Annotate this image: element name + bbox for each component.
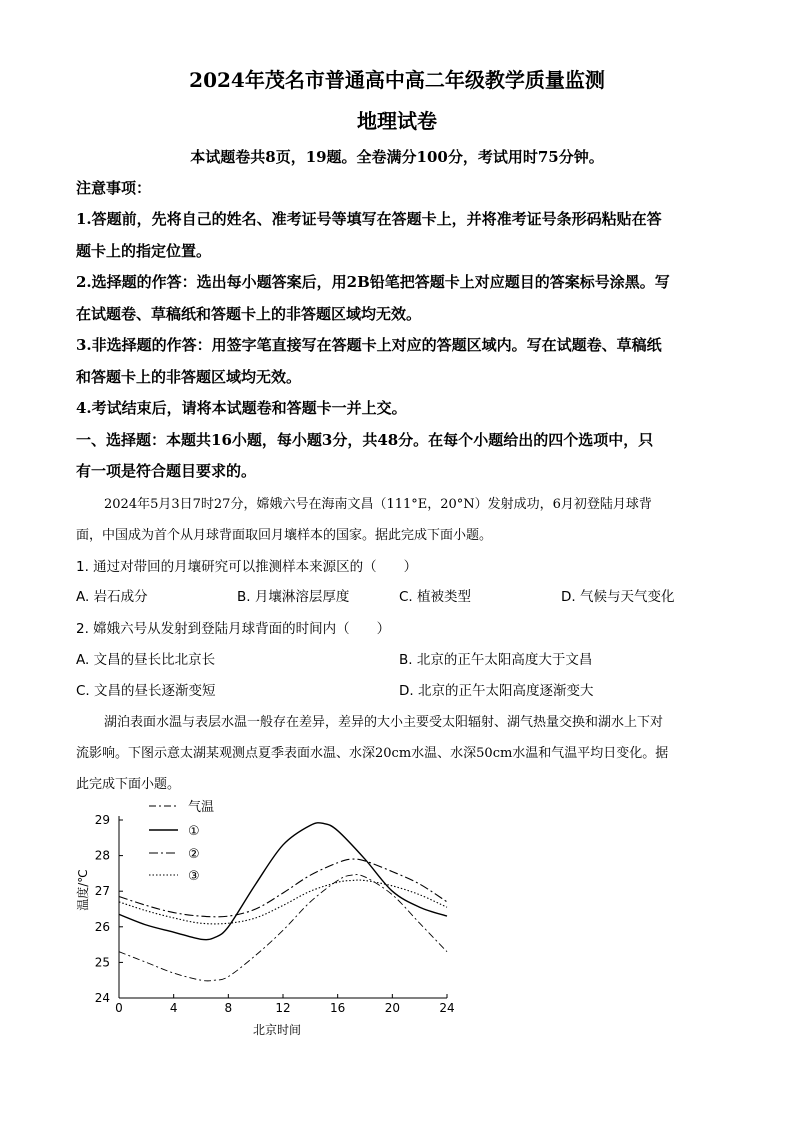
exam-title: 2024年茂名市普通高中高二年级教学质量监测 [189,68,605,92]
x-tick-label: 24 [439,1001,455,1015]
option-d: D. 气候与天气变化 [561,589,675,605]
passage-line: 湖泊表面水温与表层水温一般存在差异，差异的大小主要受太阳辐射、湖气热量交换和湖水上下对 [104,715,664,730]
x-tick-label: 12 [275,1001,291,1015]
option-c: C. 文昌的昼长逐渐变短 [76,683,216,699]
x-tick-label: 0 [115,1001,123,1015]
series-line-1 [119,823,447,940]
x-tick-label: 16 [330,1001,346,1015]
series-line-0 [119,875,447,981]
x-tick-label: 4 [169,1001,178,1015]
note-line: 2.选择题的作答：选出每小题答案后，用2B铅笔把答题卡上对应题目的答案标号涂黑。写 [76,273,670,291]
passage-line: 面，中国成为首个从月球背面取回月壤样本的国家。据此完成下面小题。 [76,528,493,543]
passage-line: 流影响。下图示意太湖某观测点夏季表面水温、水深20cm水温、水深50cm水温和气温平均日变化。据 [76,746,669,761]
x-tick-label: 8 [224,1001,233,1015]
y-tick-label: 29 [94,813,110,827]
note-line: 在试题卷、草稿纸和答题卡上的非答题区域均无效。 [76,305,422,323]
note-line: 4.考试结束后，请将本试题卷和答题卡一并上交。 [76,399,407,417]
question-stem: 1. 通过对带回的月壤研究可以推测样本来源区的（ ） [76,559,418,575]
option-a: A. 文昌的昼长比北京长 [76,652,216,668]
note-line: 题卡上的指定位置。 [76,242,212,260]
notes-heading: 注意事项： [76,179,152,197]
series-line-3 [119,880,447,924]
x-tick-label: 20 [384,1001,400,1015]
passage-line: 2024年5月3日7时27分，嫦娥六号在海南文昌（111°E，20°N）发射成功，6月初登陆月球背 [104,497,652,512]
note-line: 1.答题前，先将自己的姓名、准考证号等填写在答题卡上，并将准考证号条形码粘贴在答 [76,210,662,228]
option-b: B. 月壤淋溶层厚度 [237,589,350,605]
legend-label-3: ③ [188,869,200,884]
note-line: 3.非选择题的作答：用签字笔直接写在答题卡上对应的答题区域内。写在试题卷、草稿纸 [76,336,662,354]
y-tick-label: 27 [94,884,110,899]
exam-info: 本试题卷共8页，19题。全卷满分100分，考试用时75分钟。 [190,148,604,166]
option-a: A. 岩石成分 [76,589,148,605]
legend-label-2: ② [188,847,200,862]
y-axis-label: 温度/℃ [76,869,90,911]
note-line: 和答题卡上的非答题区域均无效。 [76,368,302,386]
option-b: B. 北京的正午太阳高度大于文昌 [399,652,593,668]
y-tick-label: 24 [94,991,110,1005]
passage-line: 此完成下面小题。 [76,777,181,792]
x-axis-label: 北京时间 [252,1023,302,1037]
option-c: C. 植被类型 [399,589,472,605]
legend-label-1: ① [188,824,200,839]
section-heading: 一、选择题：本题共16小题，每小题3分，共48分。在每个小题给出的四个选项中，只 [76,431,654,449]
y-tick-label: 26 [94,919,110,934]
section-heading: 有一项是符合题目要求的。 [76,462,257,480]
legend-label-0: 气温 [188,800,215,815]
question-stem: 2. 嫦娥六号从发射到登陆月球背面的时间内（ ） [76,621,391,637]
subject-title: 地理试卷 [357,109,437,133]
option-d: D. 北京的正午太阳高度逐渐变大 [399,683,594,699]
y-tick-label: 28 [94,848,110,863]
y-tick-label: 25 [94,955,110,970]
